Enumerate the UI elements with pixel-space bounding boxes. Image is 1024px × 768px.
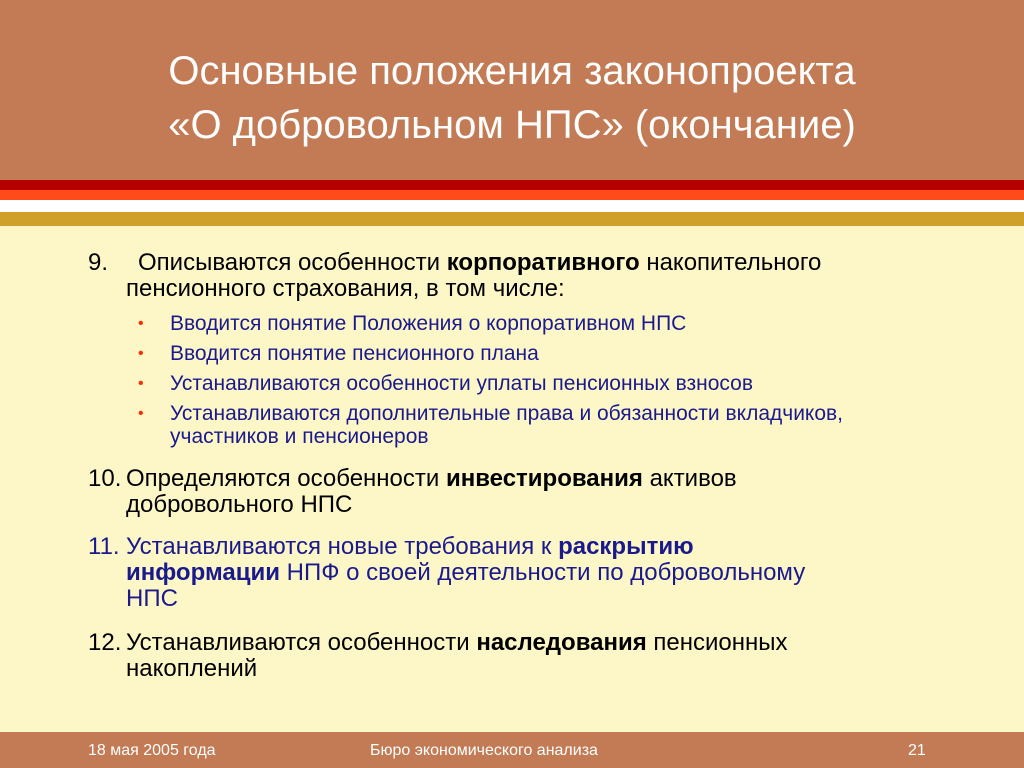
- slide-title: [0, 44, 1024, 152]
- list-item-9: [88, 250, 988, 302]
- footer-date: 18 мая 2005 года: [88, 742, 216, 759]
- item-text: Определяются особенности: [126, 465, 446, 492]
- bullet-icon: •: [138, 345, 144, 362]
- slide-footer: [0, 732, 1024, 768]
- item-text: Устанавливаются особенности: [126, 629, 477, 656]
- item-continuation: добровольного НПС: [126, 491, 353, 518]
- slide-content: [0, 226, 1024, 732]
- list-item-11: [88, 534, 988, 612]
- item-continuation: накоплений: [126, 655, 258, 682]
- item-text: Устанавливаются новые требования к: [126, 533, 559, 560]
- bullet-text: Устанавливаются особенности уплаты пенсионных взносов: [170, 372, 753, 395]
- list-item-12: [88, 630, 988, 682]
- list-item-10: [88, 466, 988, 518]
- item-text: пенсионных: [646, 629, 788, 656]
- decorative-stripe-dark-red: [0, 180, 1024, 190]
- bullet-item: [140, 342, 960, 365]
- item-bold-text: раскрытию: [558, 533, 694, 560]
- item-continuation: НПС: [126, 585, 178, 612]
- bullet-text: Устанавливаются дополнительные права и обязанности вкладчиков, участников и пенсионеров: [170, 402, 844, 448]
- item-number: 10.: [88, 465, 122, 492]
- item-text: активов: [642, 465, 737, 492]
- item-text: Описываются особенности: [138, 249, 447, 276]
- bullet-item: [140, 402, 960, 448]
- bullet-text: Вводится понятие пенсионного плана: [170, 342, 539, 365]
- decorative-stripe-white: [0, 200, 1024, 212]
- bullet-text: Вводится понятие Положения о корпоративном НПС: [170, 312, 687, 335]
- item-text: НПФ о своей деятельности по добровольному: [279, 559, 806, 586]
- title-line-1: Основные положения законопроекта: [168, 49, 856, 93]
- bullet-icon: •: [138, 315, 144, 332]
- title-line-2: «О добровольном НПС» (окончание): [168, 103, 856, 147]
- decorative-stripe-orange: [0, 190, 1024, 200]
- item-bold-text: корпоративного: [446, 249, 640, 276]
- title-band: [0, 0, 1024, 180]
- bullet-icon: •: [138, 375, 144, 392]
- item-bold-text: инвестирования: [445, 465, 643, 492]
- item-continuation: пенсионного страхования, в том числе:: [126, 275, 565, 302]
- page-number: 21: [908, 742, 926, 759]
- footer-organization: Бюро экономического анализа: [370, 742, 598, 759]
- item-number: 11.: [88, 533, 120, 560]
- item-bold-text: наследования: [476, 629, 647, 656]
- bullet-item: [140, 372, 960, 395]
- item-number: 12.: [88, 629, 122, 656]
- decorative-stripe-gold: [0, 212, 1024, 226]
- bullet-item: [140, 312, 960, 335]
- item-bold-text: информации: [126, 559, 280, 586]
- item-text: накопительного: [639, 249, 822, 276]
- bullet-icon: •: [138, 405, 144, 422]
- item-number: 9.: [88, 249, 109, 276]
